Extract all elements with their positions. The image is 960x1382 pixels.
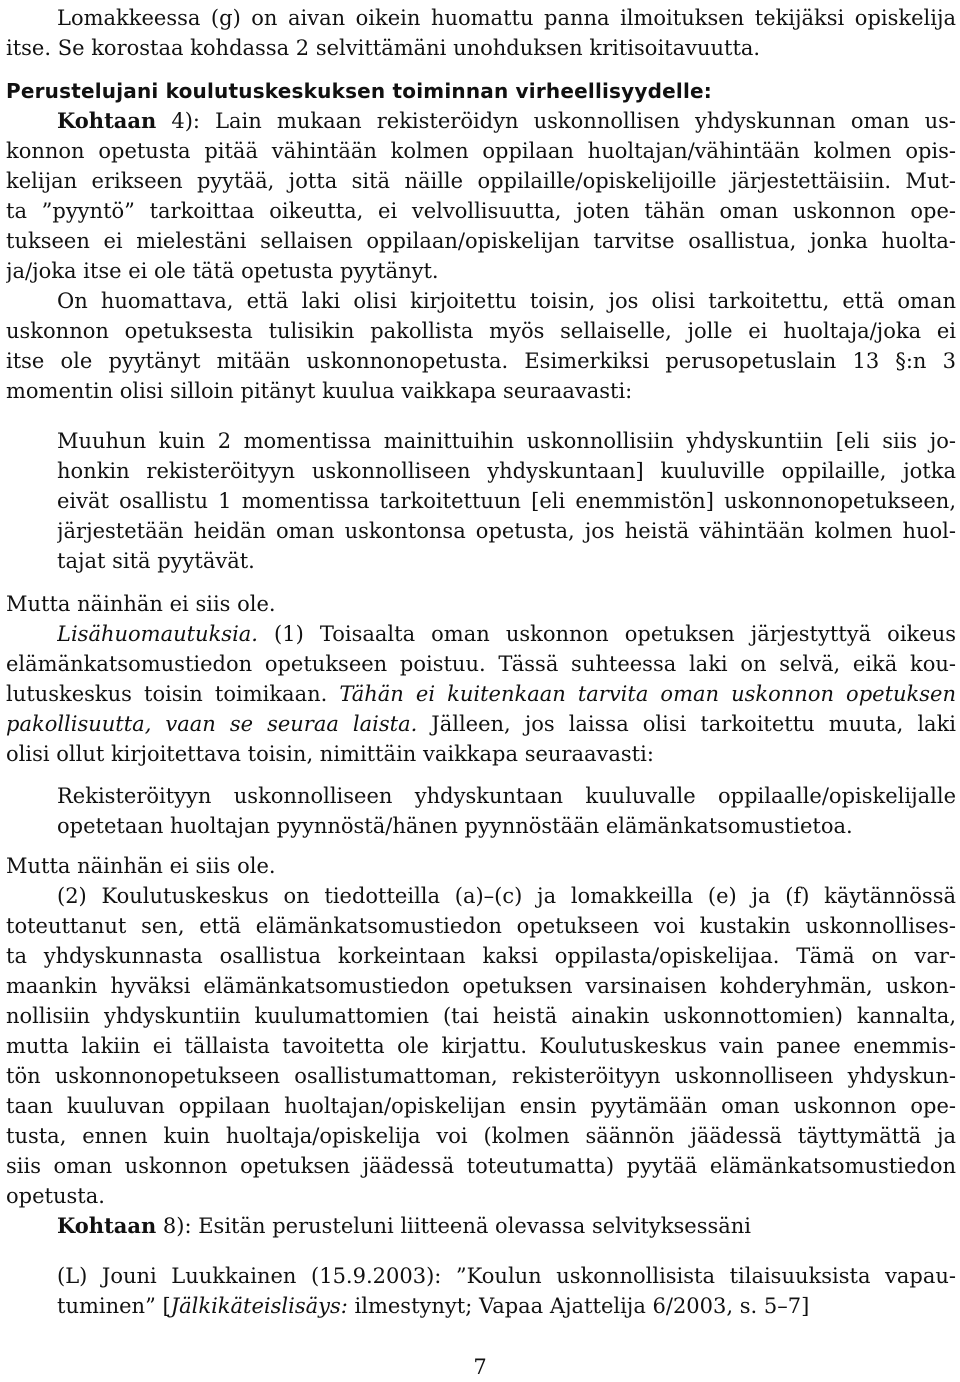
text-segment: pakollisuutta, vaan se seuraa laista.	[6, 712, 418, 736]
text-segment: ta ”pyyntö” tarkoittaa oikeutta, ei velvollisuutta, joten tähän oman uskonnon ope-	[6, 199, 956, 223]
text-line	[6, 911, 956, 941]
text-line	[6, 1031, 956, 1061]
text-segment: tusta, ennen kuin huoltaja/opiskelija voi (kolmen säännön jäädessä täyttymättä ja	[6, 1124, 956, 1148]
text-line	[57, 456, 956, 486]
text-segment: toteuttanut sen, että elämänkatsomustiedon opetukseen voi kustakin uskonnollises-	[6, 914, 956, 938]
text-segment: olisi ollut kirjoitettava toisin, nimittäin vaikkapa seuraavasti:	[6, 742, 654, 766]
text-line	[57, 426, 956, 456]
text-line	[57, 781, 956, 811]
text-line	[6, 971, 956, 1001]
text-segment: maankin hyväksi elämänkatsomustiedon opetuksen varsinaisen kohderyhmän, uskon-	[6, 974, 956, 998]
text-segment: itse ole pyytänyt mitään uskonnonopetusta. Esimerkiksi perusopetuslain 13 §:n 3	[6, 349, 956, 373]
text-segment: itse. Se korostaa kohdassa 2 selvittämäni unohduksen kritisoitavuutta.	[6, 36, 761, 60]
text-segment: Jälkikäteislisäys:	[170, 1294, 348, 1318]
text-line	[57, 546, 956, 576]
text-segment: tajat sitä pyytävät.	[57, 549, 255, 573]
text-line	[6, 649, 956, 679]
text-line	[57, 516, 956, 546]
text-segment: nollisiin yhdyskuntiin kuulumattomien (tai heistä ainakin uskonnottomien) kannalta,	[6, 1004, 956, 1028]
text-segment: (2) Koulutuskeskus on tiedotteilla (a)–(c) ja lomakkeilla (e) ja (f) käytännössä	[57, 884, 956, 908]
text-segment: taan kuuluvan oppilaan huoltajan/opiskelijan ensin pyytämään oman uskonnon ope-	[6, 1094, 956, 1118]
text-line	[6, 1181, 956, 1211]
text-line	[57, 811, 956, 841]
text-segment: momentin olisi silloin pitänyt kuulua vaikkapa seuraavasti:	[6, 379, 633, 403]
text-segment: ilmestynyt; Vapaa Ajattelija 6/2003, s. 5–7]	[347, 1294, 810, 1318]
text-line	[6, 1061, 956, 1091]
text-segment: 4): Lain mukaan rekisteröidyn uskonnollisen yhdyskunnan oman us-	[156, 109, 956, 133]
text-segment: opetusta.	[6, 1184, 105, 1208]
text-segment: honkin rekisteröityyn uskonnolliseen yhdyskuntaan] kuuluville oppilaille, jotka	[57, 459, 956, 483]
page-number: 7	[473, 1355, 487, 1379]
text-segment: mutta lakiin ei tällaista tavoitetta ole kirjattu. Koulutuskeskus vain panee enemmis-	[6, 1034, 956, 1058]
text-segment: kelijan erikseen pyytää, jotta sitä näille oppilaille/opiskelijoille järjestettäisiin. Mut-	[6, 169, 956, 193]
text-segment: lutuskeskus toisin toimikaan.	[6, 682, 340, 706]
text-segment: Kohtaan	[57, 1213, 157, 1238]
text-line	[6, 851, 956, 881]
text-line	[6, 196, 956, 226]
text-segment: Muuhun kuin 2 momentissa mainittuihin uskonnollisiin yhdyskuntiin [eli siis jo-	[57, 429, 956, 453]
text-line	[6, 376, 956, 406]
text-line	[6, 679, 956, 709]
text-line	[6, 1001, 956, 1031]
text-segment: järjestetään heidän oman uskontonsa opetusta, jos heistä vähintään kolmen huol-	[57, 519, 956, 543]
text-segment: siis oman uskonnon opetuksen jäädessä toteutumatta) pyytää elämänkatsomustiedon	[6, 1154, 956, 1178]
text-segment: uskonnon opetuksesta tulisikin pakollista myös sellaiselle, jolle ei huoltaja/joka ei	[6, 319, 956, 343]
text-segment: Rekisteröityyn uskonnolliseen yhdyskuntaan kuuluvalle oppilaalle/opiskelijalle	[57, 784, 956, 808]
text-line	[57, 3, 956, 33]
text-line	[57, 486, 956, 516]
text-segment: 8): Esitän perusteluni liitteenä olevassa selvityksessäni	[156, 1214, 752, 1238]
text-line	[6, 166, 956, 196]
text-segment: Tähän ei kuitenkaan tarvita oman uskonnon opetuksen	[339, 682, 956, 706]
text-line	[6, 1151, 956, 1181]
text-line	[6, 136, 956, 166]
text-line	[57, 1261, 956, 1291]
text-segment: Kohtaan	[57, 108, 157, 133]
text-line	[57, 881, 956, 911]
text-segment: Mutta näinhän ei siis ole.	[6, 592, 276, 616]
text-segment: eivät osallistu 1 momentissa tarkoitettuun [eli enemmistön] uskonnonopetukseen,	[57, 489, 956, 513]
text-line	[6, 256, 956, 286]
text-segment: ja/joka itse ei ole tätä opetusta pyytänyt.	[6, 259, 439, 283]
text-segment: opetetaan huoltajan pyynnöstä/hänen pyynnöstään elämänkatsomustietoa.	[57, 814, 853, 838]
text-line	[57, 619, 956, 649]
text-segment: (L) Jouni Luukkainen (15.9.2003): ”Koulun uskonnollisista tilaisuuksista vapau-	[57, 1264, 956, 1288]
text-segment: ta yhdyskunnasta osallistua korkeintaan kaksi oppilasta/opiskelijaa. Tämä on var-	[6, 944, 956, 968]
text-line	[57, 106, 956, 136]
text-segment: Mutta näinhän ei siis ole.	[6, 854, 276, 878]
text-line	[6, 226, 956, 256]
text-segment: elämänkatsomustiedon opetukseen poistuu. Tässä suhteessa laki on selvä, eikä kou-	[6, 652, 956, 676]
text-line	[6, 941, 956, 971]
text-segment: tukseen ei mielestäni sellaisen oppilaan/opiskelijan tarvitse osallistua, jonka huolta-	[6, 229, 956, 253]
text-segment: Lisähuomautuksia.	[57, 622, 258, 646]
text-line	[57, 1291, 956, 1321]
text-line	[6, 1091, 956, 1121]
text-segment: On huomattava, että laki olisi kirjoitettu toisin, jos olisi tarkoitettu, että oman	[57, 289, 956, 313]
text-segment: konnon opetusta pitää vähintään kolmen oppilaan huoltajan/vähintään kolmen opis-	[6, 139, 956, 163]
text-line	[57, 1211, 956, 1241]
text-line	[6, 739, 956, 769]
text-line	[6, 33, 956, 63]
text-line	[57, 286, 956, 316]
text-segment: (1) Toisaalta oman uskonnon opetuksen järjestyttyä oikeus	[258, 622, 956, 646]
text-line	[6, 76, 956, 106]
text-segment: Jälleen, jos laissa olisi tarkoitettu muuta, laki	[417, 712, 956, 736]
text-segment: tön uskonnonopetukseen osallistumattoman, rekisteröityyn uskonnolliseen yhdyskun-	[6, 1064, 956, 1088]
text-line	[6, 346, 956, 376]
text-segment: tuminen” [	[57, 1294, 171, 1318]
text-line	[6, 316, 956, 346]
text-line	[6, 589, 956, 619]
text-segment: Perustelujani koulutuskeskuksen toiminnan virheellisyydelle:	[6, 79, 712, 103]
text-line	[6, 709, 956, 739]
text-segment: Lomakkeessa (g) on aivan oikein huomattu panna ilmoituksen tekijäksi opiskelija	[57, 6, 956, 30]
text-line	[6, 1121, 956, 1151]
